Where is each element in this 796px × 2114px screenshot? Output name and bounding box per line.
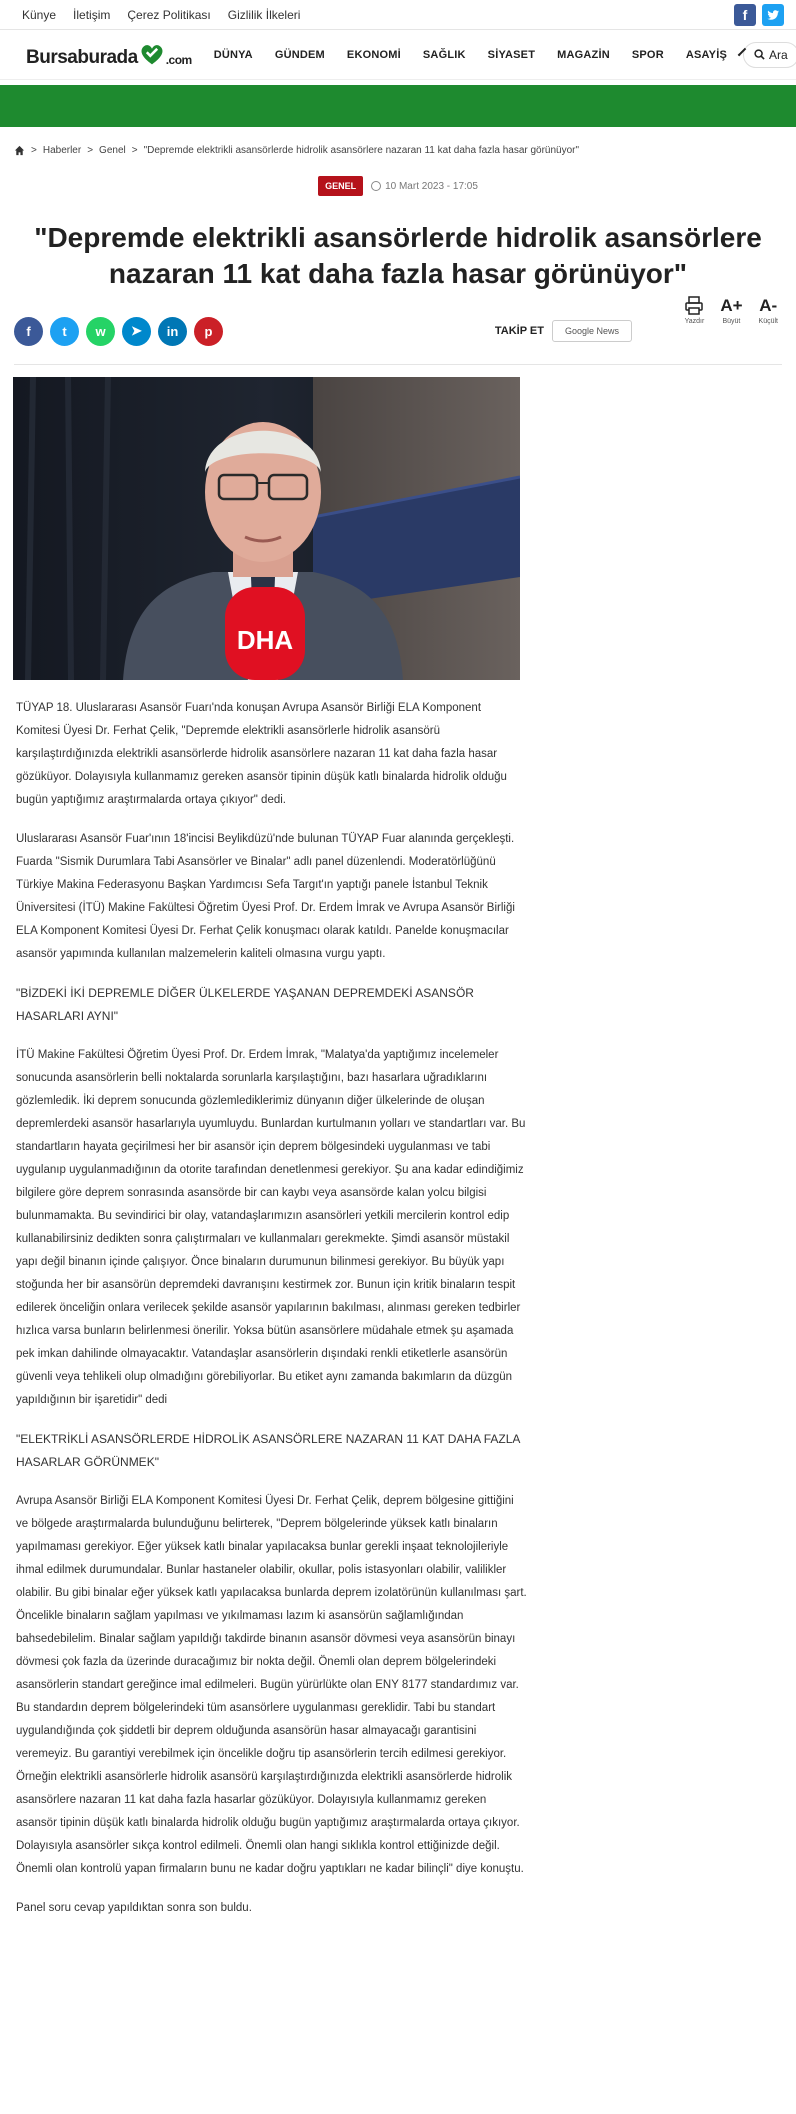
divider xyxy=(14,364,782,365)
clock-icon xyxy=(371,181,381,191)
link-kunye[interactable]: Künye xyxy=(22,7,57,22)
article-paragraph: Panel soru cevap yapıldıktan sonra son buldu. xyxy=(16,1902,252,1914)
article-subheading: "ELEKTRİKLİ ASANSÖRLERDE HİDROLİK ASANSÖRLERE NAZARAN 11 KAT DAHA FAZLA HASARLAR GÖRÜNMEK" xyxy=(16,1432,520,1469)
google-news-button[interactable]: Google News xyxy=(552,320,632,342)
font-grow-icon: A+ xyxy=(720,296,743,315)
nav-magazin[interactable]: MAGAZİN xyxy=(557,48,610,61)
grow-font-button[interactable] xyxy=(720,296,742,325)
nav-saglik[interactable]: SAĞLIK xyxy=(422,48,466,61)
shrink-font-button[interactable] xyxy=(759,296,778,325)
article-meta xyxy=(0,176,796,196)
telegram-share-button[interactable]: ➤ xyxy=(122,317,151,346)
twitter-icon[interactable] xyxy=(762,4,784,26)
nav-spor[interactable]: SPOR xyxy=(631,48,664,61)
font-shrink-icon: A- xyxy=(759,296,778,315)
link-iletisim[interactable]: İletişim xyxy=(73,7,111,22)
follow-label: TAKİP ET xyxy=(494,325,544,337)
home-icon[interactable] xyxy=(14,145,25,156)
breadcrumb-current: "Depremde elektrikli asansörlerde hidrolik asansörlere nazaran 11 kat daha fazla hasar görünüyor" xyxy=(143,145,580,156)
logo-text: Bursaburada xyxy=(26,46,138,68)
facebook-icon[interactable]: f xyxy=(734,4,756,26)
breadcrumb-haberler[interactable]: Haberler xyxy=(42,145,82,156)
share-buttons xyxy=(14,317,223,346)
nav-gundem[interactable]: GÜNDEM xyxy=(274,48,325,61)
site-logo[interactable] xyxy=(26,41,192,69)
facebook-share-button[interactable]: f xyxy=(14,317,43,346)
logo-suffix: .com xyxy=(165,52,192,67)
speaker-photo xyxy=(13,377,520,680)
twitter-share-button[interactable]: t xyxy=(50,317,79,346)
share-row xyxy=(0,314,796,348)
breadcrumb-genel[interactable]: Genel xyxy=(99,145,126,156)
print-button[interactable] xyxy=(685,296,705,325)
main-header xyxy=(0,30,796,80)
search-label: Ara xyxy=(769,47,788,62)
article-paragraph: Avrupa Asansör Birliği ELA Komponent Komitesi Üyesi Dr. Ferhat Çelik, deprem bölgesine gittiğini ve bölgede araştırmalarda bulunduğunu belirterek, "Deprem bölgelerinde yüksek katlı binaların yapılmaması gerekiyor. Eğer yüksek katlı binalar yapılacaksa bunlar gerekli inşaat teknolojileriyle ihmal edilmek durumundalar. Bunlar hastaneler olabilir, okullar, polis istasyonları olabilir, valilikler olabilir. Bu gibi binalar eğer yüksek katlı yapılacaksa bunlarda deprem izolatörünün kullanılması şart. Öncelikle binaların sağlam yapılması ve yıkılmaması lazım ki asansörün sağlamlığından bahsedebilelim. Binalar sağlam yapıldığı takdirde binanın asansör dövmesi veya asansörün binayı dövmesi çok fazla da üzerinde duracağımız bir nokta değil. Önemli olan deprem bölgelerindeki asansörlerin standart gereğince imal edilmeleri. Bugün yürürlükte olan ENY 8177 standardımız var. Bu standardın deprem bölgelerindeki tüm asansörlere uygulanması gereklidir. Tabi bu standart uygulandığında çok şiddetli bir deprem olduğunda asansörün hasar almayacağı garantisini veremeyiz. Bu garantiyi verebilmek için öncelikle doğru tip asansörlerin tercih edilmesi gerekiyor. Örneğin elektrikli asansörlerle hidrolik asansörü karşılaştırdığınızda elektrikli asansörlerde hidrolik asansörlere nazaran 11 kat daha fazla hasarlar gözüküyor. Dolayısıyla kullanmamız gereken asansör tipinin düşük katlı binalarda hidrolik olduğu bugün yaptığımız araştırmalarda ortaya çıkıyor. Dolayısıyla asansörler sıkça kontrol edilmeli. Önemli olan hangi sıklıkla kontrol ettiğinizde değil. Önemli olan kontrolü yapan firmaların bunu ne kadar doğru yaptıkları ne kadar bilinçli" diye konuştu. xyxy=(16,1495,527,1875)
article-paragraph: TÜYAP 18. Uluslararası Asansör Fuarı'nda konuşan Avrupa Asansör Birliği ELA Komponent Komitesi Üyesi Dr. Ferhat Çelik, "Depremde elektrikli asansörlerle hidrolik asansörü karşılaştırdığınızda elektrikli asansörlerde hidrolik asansörlere nazaran 11 kat daha fazla hasar gözüküyor. Dolayısıyla kullanmamız gereken asansör tipinin düşük katlı binalarda hidrolik olduğu bugün yaptığımız araştırmalarda ortaya çıkıyor" dedi. xyxy=(16,702,507,806)
article-paragraph: Uluslararası Asansör Fuar'ının 18'incisi Beylikdüzü'nde bulunan TÜYAP Fuar alanında gerçekleşti. Fuarda "Sismik Durumlara Tabi Asansörler ve Binalar" adlı panel düzenlendi. Moderatörlüğünü Türkiye Makina Federasyonu Başkan Yardımcısı Sefa Targıt'ın yaptığı panele İstanbul Teknik Üniversitesi (İTÜ) Makine Fakültesi Öğretim Üyesi Prof. Dr. Erdem İmrak ve Avrupa Asansör Birliği ELA Komponent Komitesi Üyesi Dr. Ferhat Çelik konuşmacı olarak katıldı. Panelde konuşmacılar asansör yapımında kullanılan malzemelerin kaliteli olmasına vurgu yaptı. xyxy=(16,833,515,960)
nav-siyaset[interactable]: SİYASET xyxy=(487,48,536,61)
article-paragraph: İTÜ Makine Fakültesi Öğretim Üyesi Prof. Dr. Erdem İmrak, "Malatya'da yaptığımız incelemeler sonucunda asansörlerin belli noktalarda sorunlarla karşılaştığını, bazı hasarlara uğradıklarını gözlemledik. İki deprem sonucunda gözlemlediklerimiz dünyanın diğer ülkelerinde de oluşan depremlerdeki asansör hasarlarıyla uyumluydu. Bunlardan kurtulmanın yolları ve standartları var. Bu standartların hayata geçirilmesi her bir asansör için deprem bölgesindeki uygulanması ve tabi uygulanıp uygulanmadığının da otorite tarafından denetlenmesi gerekiyor. Şu ana kadar edindiğimiz bilgilere göre deprem sonrasında asansörde bir can kaybı veya asansörde kalan yolcu bilgisi bulunmamakta. Bu sevindirici bir olay, vatandaşlarımızın asansörleri yetkili mercilerin kontrol edip kullanabilirsiniz dedikten sonra çalıştırmaları ve kullanmaları gerekmekte. Şimdi asansör müstakil yapı değil binanın içinde çalışıyor. Önce binaların durumunun bilinmesi gerekiyor. Bu büyük yapı stoğunda her bir asansörün depremdeki davranışını kestirmek zor. Bunun için kritik binaların tespit edilerek önceliğin onlara verilecek şekilde asansör yapılarının bakılması, alınması gereken tedbirler hızlıca varsa bunların belirlenmesi önerilir. Yoksa bütün asansörlere müdahale etmek şu aşamada pek imkan dahilinde olmayacaktır. Vatandaşlar asansörlerin dışındaki renkli etiketlerle asansörün güvenli veya tehlikeli olup olmadığını görebiliyorlar. Bu etiket aynı zamanda bakımların da düzgün yapıldığının bir işaretidir" dedi xyxy=(16,1049,526,1406)
printer-icon xyxy=(685,296,703,316)
article-body xyxy=(0,697,540,1920)
nav-asayis[interactable]: ASAYİŞ xyxy=(685,48,727,61)
date-text: 10 Mart 2023 - 17:05 xyxy=(385,180,478,192)
grow-label: Büyüt xyxy=(722,318,741,325)
mic-logo-text: DHA xyxy=(236,625,294,655)
whatsapp-share-button[interactable]: w xyxy=(86,317,115,346)
publish-date xyxy=(371,181,478,192)
top-social xyxy=(734,4,784,26)
top-bar xyxy=(0,0,796,30)
top-links xyxy=(12,8,734,22)
heart-logo-icon xyxy=(139,41,165,67)
follow-box xyxy=(495,320,632,342)
nav-dunya[interactable]: DÜNYA xyxy=(213,48,253,61)
linkedin-share-button[interactable]: in xyxy=(158,317,187,346)
nav-ekonomi[interactable]: EKONOMİ xyxy=(346,48,401,61)
page-title: "Depremde elektrikli asansörlerde hidrolik asansörlere nazaran 11 kat daha fazla hasar görünüyor" xyxy=(34,222,762,289)
main-nav xyxy=(214,49,727,61)
shrink-label: Küçült xyxy=(758,318,778,325)
pinterest-share-button[interactable]: p xyxy=(194,317,223,346)
article-photo xyxy=(13,377,520,680)
category-badge[interactable]: GENEL xyxy=(318,176,363,196)
link-gizlilik-ilkeleri[interactable]: Gizlilik İlkeleri xyxy=(227,7,301,22)
green-banner xyxy=(0,85,796,127)
article-tools xyxy=(685,296,778,325)
search-button[interactable] xyxy=(743,42,796,68)
print-label: Yazdır xyxy=(684,318,705,325)
article-subheading: "BİZDEKİ İKİ DEPREMLE DİĞER ÜLKELERDE YAŞANAN DEPREMDEKİ ASANSÖR HASARLARI AYNI" xyxy=(16,986,474,1023)
breadcrumb: > Haberler > Genel > "Depremde elektrikli asansörlerde hidrolik asansörlere nazaran 11 kat daha fazla hasar görünüyor" xyxy=(0,145,796,156)
link-cerez-politikasi[interactable]: Çerez Politikası xyxy=(127,7,211,22)
search-icon xyxy=(754,49,765,60)
